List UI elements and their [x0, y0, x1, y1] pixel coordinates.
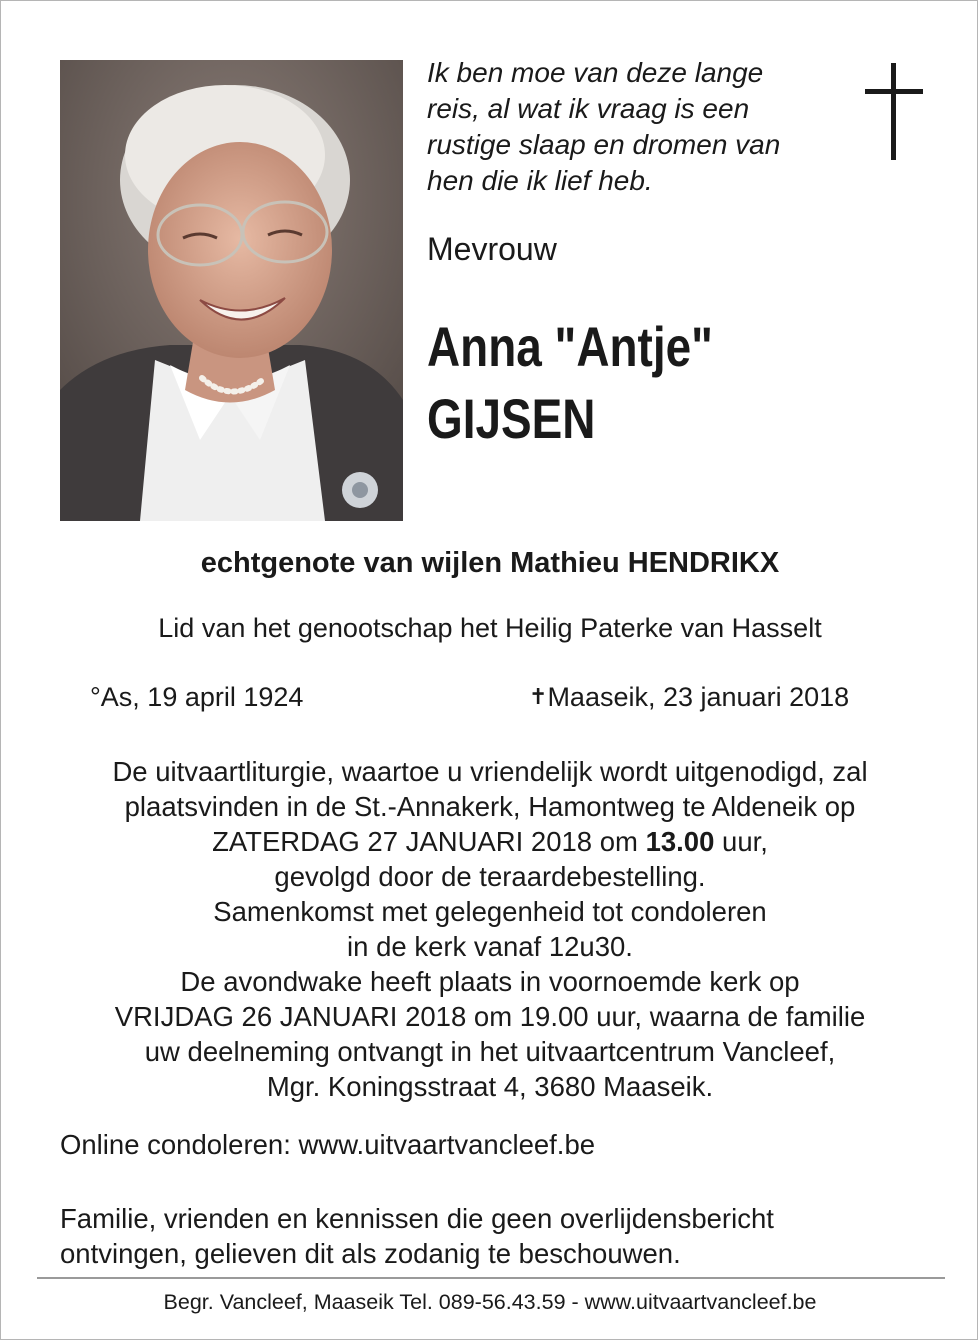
poem: [427, 55, 847, 199]
poem-line: rustige slaap en dromen van: [427, 129, 781, 160]
birth-info: °As, 19 april 1924: [90, 682, 304, 712]
ceremony-line: Mgr. Koningsstraat 4, 3680 Maaseik.: [266, 1071, 714, 1102]
ceremony-time: 13.00: [645, 826, 715, 857]
ceremony-details: [1, 754, 979, 1104]
ceremony-line: plaatsvinden in de St.-Annakerk, Hamontweg te Aldeneik op: [124, 791, 856, 822]
ceremony-time-suffix: uur,: [714, 826, 768, 857]
deceased-name: [427, 311, 713, 455]
portrait-photo: [60, 60, 403, 521]
poem-line: hen die ik lief heb.: [427, 165, 653, 196]
spouse-line: echtgenote van wijlen Mathieu HENDRIKX: [200, 547, 780, 579]
ceremony-line: uw deelneming ontvangt in het uitvaartcentrum Vancleef,: [144, 1036, 836, 1067]
family-line: ontvingen, gelieven dit als zodanig te beschouwen.: [60, 1238, 681, 1269]
ceremony-date: ZATERDAG 27 JANUARI 2018 om: [212, 826, 646, 857]
death-text: Maaseik, 23 januari 2018: [547, 682, 850, 712]
membership-line: Lid van het genootschap het Heilig Paterke van Hasselt: [158, 613, 822, 643]
ceremony-line: De uitvaartliturgie, waartoe u vriendelijk wordt uitgenodigd, zal: [112, 756, 868, 787]
ceremony-line: De avondwake heeft plaats in voornoemde kerk op: [180, 966, 800, 997]
ceremony-line: Samenkomst met gelegenheid tot condoleren: [213, 896, 767, 927]
family-line: Familie, vrienden en kennissen die geen overlijdensbericht: [60, 1203, 774, 1234]
family-notice: [60, 1201, 774, 1271]
online-condolence: Online condoleren: www.uitvaartvancleef.be: [60, 1129, 596, 1160]
deceased-last-name: GIJSEN: [427, 387, 596, 450]
divider: [37, 1277, 945, 1279]
ceremony-line: [1, 824, 979, 859]
poem-line: Ik ben moe van deze lange: [427, 57, 764, 88]
honorific-title: Mevrouw: [427, 231, 557, 267]
ceremony-line: gevolgd door de teraardebestelling.: [274, 861, 706, 892]
deceased-first-name: Anna "Antje": [427, 315, 713, 378]
ceremony-line: VRIJDAG 26 JANUARI 2018 om 19.00 uur, waarna de familie: [114, 1001, 866, 1032]
ceremony-line: in de kerk vanaf 12u30.: [347, 931, 633, 962]
death-info: [529, 682, 849, 713]
funeral-home-footer: Begr. Vancleef, Maaseik Tel. 089-56.43.59 - www.uitvaartvancleef.be: [163, 1290, 817, 1314]
cross-icon: [865, 63, 923, 160]
poem-line: reis, al wat ik vraag is een: [427, 93, 750, 124]
dagger-icon: ✝: [529, 684, 548, 709]
